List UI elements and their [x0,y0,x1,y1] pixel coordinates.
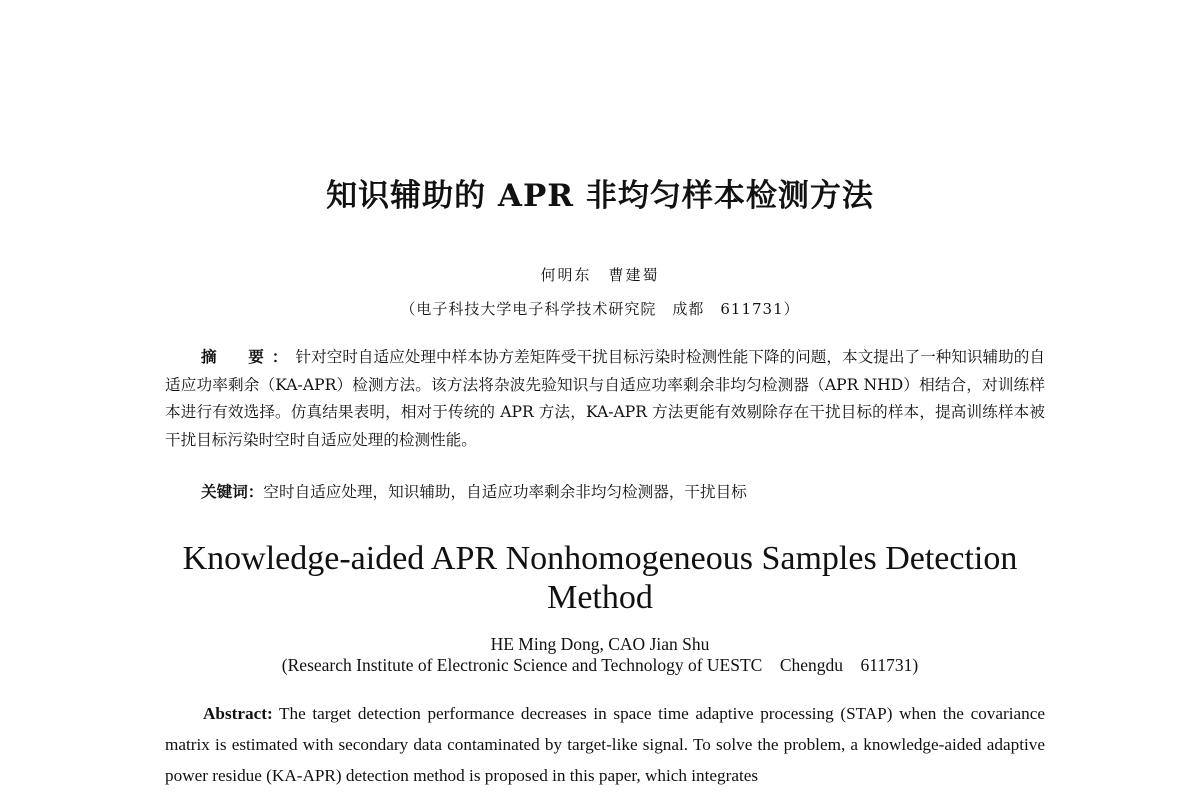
english-abstract [165,698,1045,791]
chinese-abstract [165,344,1045,454]
english-title [0,539,1200,617]
chinese-abstract-label: 摘 要： [201,348,296,366]
chinese-abstract-text: 针对空时自适应处理中样本协方差矩阵受干扰目标污染时检测性能下降的问题，本文提出了一种知识辅助的自适应功率剩余（KA-APR）检测方法。该方法将杂波先验知识与自适应功率剩余非均匀检测器（APR NHD）相结合，对训练样本进行有效选择。仿真结果表明，相对于传统的 APR 方法，KA-APR 方法更能有效剔除存在干扰目标的样本，提高训练样本被干扰目标污染时空时自适应处理的检测性能。 [165,348,1045,449]
chinese-keywords-label: 关键词： [201,483,264,501]
english-title-line-2: Method [547,579,653,616]
english-affiliation: (Research Institute of Electronic Science and Technology of UESTC Chengdu 611731) [281,655,919,675]
chinese-title: 知识辅助的 APR 非均匀样本检测方法 [326,178,874,214]
chinese-affiliation: （电子科技大学电子科学技术研究院 成都 611731） [400,300,800,318]
chinese-keywords [201,480,1051,504]
english-abstract-text: The target detection performance decreases in space time adaptive processing (STAP) when the covariance matrix is estimated with secondary data contaminated by target-like signal. To solve the problem, a knowledge-aided adaptive power residue (KA-APR) detection method is proposed in this paper, which integrates [165,704,1045,785]
english-title-line-1: Knowledge-aided APR Nonhomogeneous Samples Detection [182,540,1018,577]
english-authors: HE Ming Dong, CAO Jian Shu [490,634,710,654]
english-abstract-label: Abstract: [203,704,273,723]
chinese-keywords-text: 空时自适应处理，知识辅助，自适应功率剩余非均匀检测器，干扰目标 [263,483,747,501]
chinese-authors: 何明东 曹建蜀 [540,266,660,284]
